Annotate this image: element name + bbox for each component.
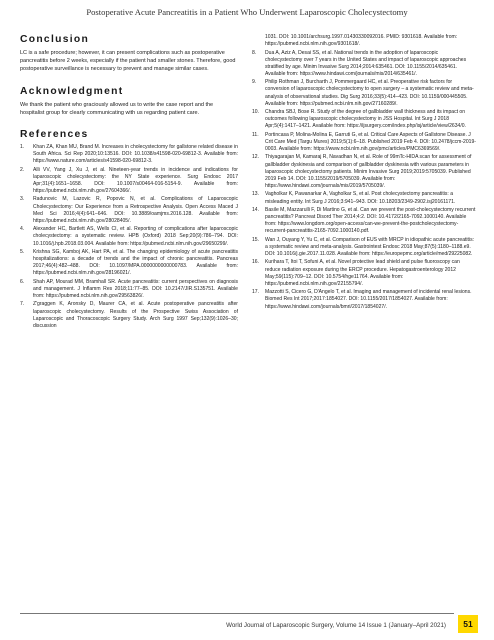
reference-text: 1031. DOI: 10.1001/archsurg.1997.01430330092016. PMID: 9301618. Available from: https://pubmed.ncbi.nlm.nih.gov/9301618/.: [265, 34, 458, 48]
conclusion-heading: Conclusion: [20, 34, 90, 45]
reference-text: Thiyagarajan M, Kamaraj R, Navadhan N, et al. Role of 99mTc-HIDA scan for assessment of gallbladder dyskinesia and comparison of gallbladder dyskinesia with various parameters in laparoscopic cholecystectomy patients. Minim Invasive Surg 2019;2019:5705039. Published 2019 Feb 14. DOI: 10.1155/2019/5705039. Available from: https://www.hindawi.com/journals/mis/2019/5705039/.: [265, 154, 472, 190]
reference-number: 15.: [252, 236, 260, 243]
reference-number: 10.: [252, 109, 260, 116]
reference-item: [252, 79, 476, 108]
reference-number: 17.: [252, 289, 260, 296]
reference-number: 9.: [252, 79, 257, 86]
reference-item: [252, 50, 476, 79]
reference-list-right: [252, 34, 476, 311]
page-number: 51: [458, 615, 478, 633]
reference-text: Z'graggen K, Aronsky D, Maurer CA, et al. Acute postoperative pancreatitis after laparoscopic cholecystectomy. Results of the Prospective Swiss Association of Laparoscopic and Thoracoscopic Surgery Study. Arch Surg 1997 Sep;132(9):1026–30; discussion: [33, 301, 238, 329]
running-head: Postoperative Acute Pancreatitis in a Patient Who Underwent Laparoscopic Cholecystectomy: [86, 7, 408, 17]
conclusion-text: LC is a safe procedure; however, it can present complications such as postoperative pancreatitis before 2 weeks, especially if the patient had smaller stones. Therefore, good postoperative surveillance is necessary to prevent and manage similar cases.: [20, 49, 236, 73]
reference-item: [252, 191, 476, 205]
reference-item: [252, 154, 476, 190]
reference-text: Chandra SBJ, Bose R. Study of the degree of gallbladder wall thickness and its impact on outcomes following laparoscopic cholecystectomy in JSS Hospital. Int Surg J 2018 Apr;5(4):1417–1421. Available from: https://ijsurgery.com/index.php/isj/article/view/2634/0.: [265, 109, 466, 130]
reference-text: Basile M, Mazzarulli F, Di Martino G, et al. Can we prevent the post-cholecystectomy recurrent pancreatitis? Pancreat Disord Ther 2014;4:2. DOI: 10.4172/2165-7092.1000140. Available from: https://www.longdom.org/open-access/can-we-prevent-the-postcholecystectomy-recurrent-pancreatitis-2165-7092.1000140.pdf.: [265, 206, 476, 235]
reference-text: Mazzotti S, Cicero G, D'Angelo T, et al. Imaging and management of incidental renal lesions. Biomed Res Int 2017;2017:1854027. DOI: 10.1155/2017/1854027. Available from: https://www.hindawi.com/journals/bmri/2017/1854027/.: [265, 289, 472, 310]
reference-item: [252, 259, 476, 288]
reference-number: 8.: [252, 49, 257, 56]
reference-item: [252, 132, 476, 153]
reference-number: 11.: [252, 131, 259, 138]
reference-text: Philip Rothman J, Burcharth J, Pommergaard HC, et al. Preoperative risk factors for conversion of laparoscopic cholecystectomy to open surgery – a systematic review and meta-analysis of observational studies. Dig Surg 2016;33(5):414–423. DOI: 10.1159/000445505. Available from: https://pubmed.ncbi.nlm.nih.gov/27160289/.: [265, 79, 474, 107]
reference-text: Dua A, Aziz A, Desai SS, et al. National trends in the adoption of laparoscopic cholecystectomy over 7 years in the United States and impact of laparoscopic approaches stratified by age. Minim Invasive Surg 2014;2014:635461. DOI: 10.1155/2014/635461. Available from: https://www.hindawi.com/journals/mis/2014/635461/.: [265, 49, 467, 77]
reference-text: Shah AP, Mourad MM, Bramhall SR. Acute pancreatitis: current perspectives on diagnosis and management. J Inflamm Res 2018;11:77–85. DOI: 10.2147/JIR.S135751. Available from: https://pubmed.ncbi.nlm.nih.gov/29563826/.: [33, 278, 238, 300]
reference-number: 7.: [20, 301, 25, 308]
reference-number: 3.: [20, 196, 25, 203]
reference-item: [20, 144, 238, 165]
reference-text: Wan J, Ouyang Y, Yu C, et al. Comparison of EUS with MRCP in idiopathic acute pancreatitis: a systematic review and meta-analysis. Gastrointest Endosc 2018 May;87(5):1180–1188.e9. DOI: 10.1016/j.gie.2017.11.028. Available from: https://europepmc.org/article/med/29225082.: [265, 236, 474, 258]
reference-item: [252, 109, 476, 130]
reference-item: [252, 237, 476, 258]
reference-number: 2.: [20, 166, 25, 173]
acknowledgment-text: We thank the patient who graciously allowed us to write the case report and the hospitalist group for clearly communicating with us regarding patient care.: [20, 101, 214, 116]
reference-text: Alli VV, Yang J, Xu J, et al. Nineteen-year trends in incidence and indications for laparoscopic cholecystectomy: the NY State experience. Surg Endosc 2017 Apr;31(4):1651–1658. DOI: 10.1007/s00464-016-5154-9. Available from: https://pubmed.ncbi.nlm.nih.gov/27604366/.: [33, 166, 238, 195]
reference-text: Kurihara T, Itoi T, Sofuni A, et al. Novel protective lead shield and pulse fluoroscopy can reduce radiation exposure during the ERCP procedure. Hepatogastroenterology 2012 May;59(115):709–12. DOI: 10.5754/hge11764. Available from: https://pubmed.ncbi.nlm.nih.gov/22155794/.: [265, 259, 460, 287]
reference-item: [252, 207, 476, 236]
acknowledgment-heading: Acknowledgment: [20, 85, 124, 97]
reference-number: 16.: [252, 259, 260, 266]
reference-item: [252, 289, 476, 310]
reference-text: Radunovic M, Lazovic R, Popovic N, et al. Complications of Laparoscopic Cholecystectomy: Our Experience from a Retrospective Analysis. Open Access Maced J Med Sci 2016;4(4):641–646. DOI: 10.3889/oamjms.2016.128. Available from: https://pubmed.ncbi.nlm.nih.gov/28028405/.: [33, 196, 238, 224]
left-column: [20, 34, 238, 614]
footer-divider: [20, 613, 454, 614]
reference-number: 5.: [20, 248, 25, 255]
reference-text: Alexander HC, Bartlett AS, Wells CI, et al. Reporting of complications after laparoscopic cholecystectomy: a systematic review. HPB (Oxford) 2018 Sep;20(9):786–794. DOI: 10.1016/j.hpb.2018.03.004. Available from: https://pubmed.ncbi.nlm.nih.gov/29650299/.: [33, 226, 238, 247]
reference-item: [20, 226, 238, 247]
reference-number: 4.: [20, 226, 25, 233]
reference-text: Portincasa P, Molina-Molina E, Garruti G, et al. Critical Care Aspects of Gallstone Disease. J Crit Care Med (Targu Mures) 2019;5(1):6–18. Published 2019 Feb 4. DOI: 10.2478/jccm-2019-0003. Available from: https://www.ncbi.nlm.nih.gov/pmc/articles/PMC6369569/.: [265, 131, 476, 153]
reference-number: 6.: [20, 278, 25, 285]
reference-number: 13.: [252, 191, 260, 198]
reference-number: 14.: [252, 206, 260, 213]
reference-text: Vagholkar K, Pawanarkar A, Vagholkar S, et al. Post cholecystectomy pancreatitis: a misleading entity. Int Surg J 2016;3:941–943. DOI: 10.18203/2349-2902.isj20161171.: [265, 191, 456, 205]
right-column: [252, 34, 476, 604]
references-heading: References: [20, 129, 89, 141]
reference-item: [20, 301, 238, 330]
reference-item: [20, 279, 238, 300]
reference-item: [20, 249, 238, 278]
reference-number: 12.: [252, 154, 260, 161]
reference-number: 1.: [20, 143, 25, 150]
reference-item: [20, 167, 238, 196]
journal-footer: World Journal of Laparoscopic Surgery, Volume 14 Issue 1 (January–April 2021): [226, 622, 446, 629]
reference-text: Khan ZA, Khan MU, Brand M. Increases in cholecystectomy for gallstone related disease in South Africa. Sci Rep 2020;10:13516. DOI: 10.1038/s41598-020-69812-3. Available from: https://www.nature.com/articles/s41598-020-69812-3.: [33, 143, 238, 165]
reference-text: Krishna SG, Kamboj AK, Hart PA, et al. The changing epidemiology of acute pancreatitis hospitalizations: a decade of trends and the impact of chronic pancreatitis. Pancreas 2017;46(4):482–488. DOI: 10.1097/MPA.0000000000000783. Available from: https://pubmed.ncbi.nlm.nih.gov/28196021/.: [33, 248, 238, 277]
reference-item: [252, 34, 476, 48]
reference-list-left: [20, 144, 238, 330]
reference-item: [20, 196, 238, 225]
